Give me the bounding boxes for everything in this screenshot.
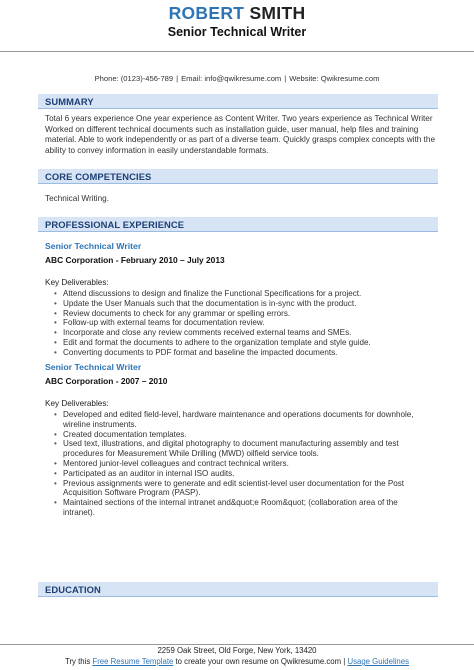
bullet-icon: • xyxy=(54,468,57,478)
section-title: PROFESSIONAL EXPERIENCE xyxy=(45,219,185,230)
contact-line xyxy=(0,74,474,83)
list-item: • Edit and format the documents to adhere to the organization template and style guide. xyxy=(54,337,371,347)
list-item: • Created documentation templates. xyxy=(54,429,187,439)
bullet-icon: • xyxy=(54,328,57,338)
separator: | xyxy=(176,74,179,83)
footer-address: 2259 Oak Street, Old Forge, New York, 13420 xyxy=(157,646,317,655)
bullet-icon: • xyxy=(54,337,57,347)
section-header-experience xyxy=(38,217,438,232)
section-title: EDUCATION xyxy=(45,584,101,595)
free-template-link[interactable]: Free Resume Template xyxy=(92,657,174,666)
list-item: • Maintained sections of the internal intranet and&quot;e Room&quot; (collaboration area of the intranet). xyxy=(54,498,398,517)
list-item: • Attend discussions to design and finalize the Functional Specifications for a project. xyxy=(54,289,362,298)
candidate-name xyxy=(0,3,474,24)
list-item: • Participated as an auditor in internal ISO audits. xyxy=(54,468,235,478)
job-company: ABC Corporation - 2007 – 2010 xyxy=(45,376,168,386)
list-item: • Mentored junior-level colleagues and contract technical writers. xyxy=(54,458,289,468)
job-bullet-list xyxy=(54,410,424,518)
list-item: • Review documents to check for any grammar or spelling errors. xyxy=(54,308,291,318)
footer-divider xyxy=(0,644,474,645)
bullet-icon: • xyxy=(54,429,57,439)
job-company: ABC Corporation - February 2010 – July 2013 xyxy=(45,255,225,265)
separator: | xyxy=(343,657,346,666)
bullet-icon: • xyxy=(54,478,57,488)
email: Email: info@qwikresume.com xyxy=(181,74,282,83)
usage-guidelines-link[interactable]: Usage Guidelines xyxy=(347,657,409,666)
list-item: • Developed and edited field-level, hardware maintenance and operations documents for downhole, wireline instruments. xyxy=(54,410,414,429)
key-deliverables-label: Key Deliverables: xyxy=(45,278,109,287)
bullet-icon: • xyxy=(54,347,57,357)
list-item: • Converting documents to PDF format and baseline the impacted documents. xyxy=(54,347,338,357)
bullet-icon: • xyxy=(54,439,57,449)
job-bullet-list xyxy=(54,289,424,358)
header-divider xyxy=(0,51,474,64)
last-name: SMITH xyxy=(249,3,306,23)
list-item: • Incorporate and close any review comments received external teams and SMEs. xyxy=(54,328,352,338)
key-deliverables-label: Key Deliverables: xyxy=(45,399,109,408)
section-header-competencies xyxy=(38,169,438,184)
competencies-text: Technical Writing. xyxy=(45,194,110,203)
bullet-icon: • xyxy=(54,410,57,419)
list-item: • Follow-up with external teams for documentation review. xyxy=(54,318,265,328)
bullet-icon: • xyxy=(54,308,57,318)
job-title-heading: Senior Technical Writer xyxy=(167,25,307,39)
website: Website: Qwikresume.com xyxy=(289,74,380,83)
section-header-education xyxy=(38,582,438,597)
separator: | xyxy=(284,74,287,83)
bullet-icon: • xyxy=(54,498,57,508)
section-title: CORE COMPETENCIES xyxy=(45,171,152,182)
list-item: • Previous assignments were to generate and edit scientist-level user documentation for the Post Acquisition Software Program (PASP). xyxy=(54,478,405,498)
job-title: Senior Technical Writer xyxy=(45,241,142,251)
bullet-icon: • xyxy=(54,318,57,328)
section-header-summary xyxy=(38,94,438,109)
job-title: Senior Technical Writer xyxy=(45,362,142,372)
phone: Phone: (0123)-456-789 xyxy=(94,74,174,83)
list-item: • Used text, illustrations, and digital photography to document manufacturing assembly and test procedures for Measurement While Drilling (MWD) oilfield service tools. xyxy=(54,439,399,459)
summary-text: Total 6 years experience One year experience as Content Writer. Two years experience as Technical Writer Worked on different technical documents such as installation guide, user manual, help files and training material. Able to work independently or as part of a diverse team. Quickly grasps complex concepts with the ability to convey information in easily understandable formats. xyxy=(45,114,436,155)
bullet-icon: • xyxy=(54,298,57,308)
bullet-icon: • xyxy=(54,289,57,298)
site-name: Qwikresume.com xyxy=(280,657,342,666)
first-name: ROBERT xyxy=(168,3,245,23)
list-item: • Update the User Manuals such that the documentation is in-sync with the product. xyxy=(54,298,357,308)
section-title: SUMMARY xyxy=(45,96,94,107)
bullet-icon: • xyxy=(54,458,57,468)
footer-credit: Try this Free Resume Template to create your own resume on Qwikresume.com | Usage Guidelines xyxy=(64,657,409,666)
